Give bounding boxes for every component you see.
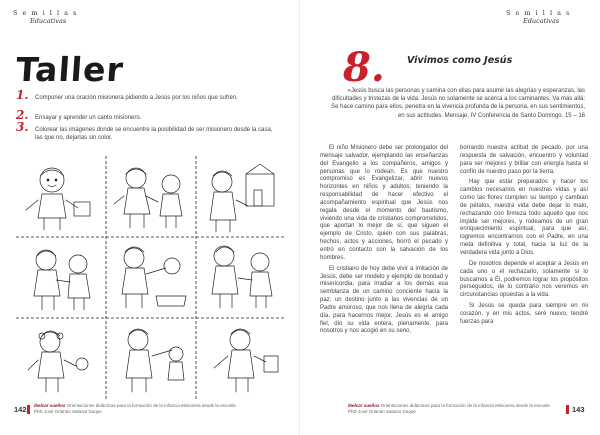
activity-text: Ensayar y aprender un canto misionero. xyxy=(35,115,142,121)
brand-line1: S e m i l l a s xyxy=(13,9,78,17)
brand-logo xyxy=(13,9,83,29)
activity-item xyxy=(16,88,279,102)
footer-series: Ibelcar sueños xyxy=(34,403,66,408)
page-number: 143 xyxy=(572,405,585,414)
page-number-mark xyxy=(27,405,30,414)
brand-line1: S e m i l l a s xyxy=(506,9,571,17)
footer-series: Ibelcar sueños xyxy=(348,403,380,408)
brand-line2: Educativas xyxy=(30,17,67,25)
brand-logo xyxy=(506,9,576,29)
page-title: Taller xyxy=(14,50,126,89)
epigraph-quote: «Jesús busca las personas y camina con ellas para asumir las alegrías y esperanzas, las dificultades y tristezas de la vida. Jesús no solamente se acerca a los caminantes. Va más allá: Se hace camino para ellos, penetra en la vivencia profunda de la persona, en sus sentimientos, en sus actitudes. Mensaje, IV Conferencia de Santo Domingo. 15 – 16 xyxy=(331,88,585,119)
body-paragraph: El niño Misionero debe ser prolongador del mensaje salvador, ejemplando las enseñanzas del Evangelio a los compañeros, amigos y personas que lo rodean. Es que nuestro compromiso es Evangelizar, abrir nuevos horizontes en niños y adultos; teniendo la responsabilidad de hacer efectivo el acompañamiento espiritual que Jesús nos regala desde el momento del bautismo, viviendo una vida de cristianos comprometidos, que aportan lo mejor de sí, que siguen el ejemplo de Cristo, quien con sus palabras, hechos, actos y acciones, borró el pecado y entró en contacto con la salvación de los hombres. xyxy=(320,145,448,261)
activity-text: Componer una oración misionera pidiendo a Jesús por los niños que sufren. xyxy=(35,95,238,101)
footer-subtitle: Orientaciones didácticas para la formación de la Infancia Misionera desde la escuela xyxy=(66,403,236,408)
footer-author: PhD José Orlando Salazar Duque xyxy=(348,408,416,414)
section-number: 8. xyxy=(343,44,385,91)
section-title: Vivimos como Jesús xyxy=(407,55,513,66)
activity-item xyxy=(16,120,279,142)
body-paragraph: Hay que estar preparados y hacer los cambios necesarios en nuestras vidas y así como las flores cumplen su tiempo y cambian de pétalos, nuestra vida debe dejar lo malo, rechazando con firmeza todo aquello que nos impide ser mejores, y rodeamos de un gran enriquecimiento espiritual, para que así, logremos encontrarnos con el Padre, en una meta definitiva y total, hacia la luz de la verdadera vida junto a Dios. xyxy=(460,179,588,256)
footer-credits xyxy=(34,403,249,414)
body-paragraph: El cristiano de hoy debe vivir a imitación de Jesús, debe ser modelo y ejemplo de bondad y misericordia, para irradiar a los demás esa semblanza de un camino conciente hacia la paz; un destino junto a las vivencias de un Padre amoroso, que nos llena de alegría cada día, para hacernos mejor. Jesús es el amigo fiel, dio su vida entera, plenamente, para nosotros y nos acogió en su seno, xyxy=(320,265,448,335)
activity-number: 1. xyxy=(16,88,29,102)
page-number-mark xyxy=(566,405,569,414)
activity-number: 3. xyxy=(16,120,29,134)
activity-text: Colorear las imágenes donde se encuentre la posibilidad de ser misionero desde la casa, las que no, dejarlas sin color. xyxy=(35,127,273,141)
activity-number: 2. xyxy=(16,108,29,122)
footer-subtitle: Orientaciones didácticas para la formación de la Infancia Misionera desde la escuela xyxy=(380,403,550,408)
activity-item xyxy=(16,108,279,122)
brand-line2: Educativas xyxy=(523,17,560,25)
footer-credits xyxy=(348,403,563,414)
body-paragraph: De nosotros depende el aceptar a Jesús en cada uno o el rechazarlo, solamente si lo buscamos a Él, podremos lograr los propósitos perseguidos, de lo contrario nos veremos en circunstancias opuestas a la vida. xyxy=(460,260,588,299)
body-column-1 xyxy=(320,145,448,339)
body-paragraph: Si Jesús se queda para siempre en mi corazón, y en mis actos, seré nuevo, tendré fuerzas para xyxy=(460,303,588,325)
body-column-2 xyxy=(460,145,588,330)
body-paragraph: borrando nuestra actitud de pecado, por una respuesta de salvación, encuentro y voluntad para ser mejores y brillar con energía hasta el confín de nuestro paso por la tierra. xyxy=(460,145,588,175)
kids-drawing-grid-icon xyxy=(16,156,286,399)
coloring-grid xyxy=(16,156,286,399)
page-number: 142 xyxy=(14,405,27,414)
footer-author: PhD José Orlando Salazar Duque xyxy=(34,408,102,414)
